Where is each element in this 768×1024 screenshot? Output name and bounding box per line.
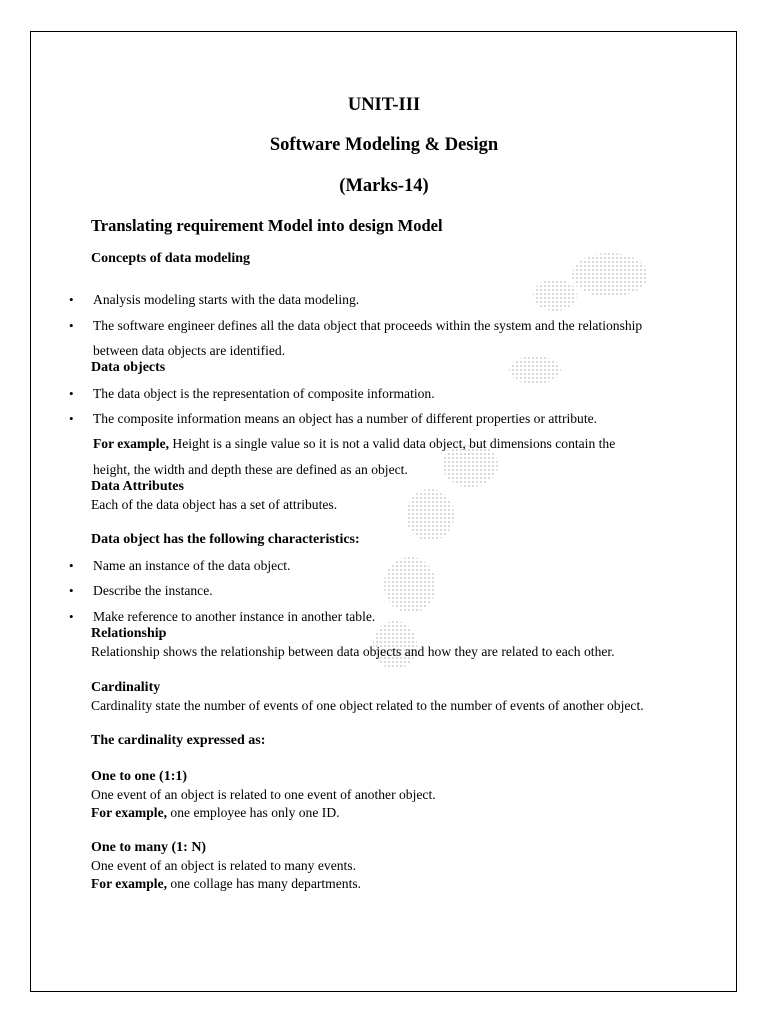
bullet-marker: • [69,411,74,426]
section-title: Translating requirement Model into design Model [91,216,443,235]
data-objects-bullet-2: The composite information means an object has a number of different properties or attribute. [93,411,598,426]
example-label: For example, [91,876,168,891]
example-label: For example, [91,805,168,820]
bullet-marker: • [69,386,74,401]
one-to-one-text: One event of an object is related to one event of another object. [91,787,436,802]
unit-title: UNIT-III [347,95,421,115]
cardinality-expressed: The cardinality expressed as: [91,733,266,748]
bullet-marker: • [69,292,74,307]
example-text: one employee has only one ID. [167,805,340,820]
data-attributes-heading: Data Attributes [91,479,184,494]
data-objects-heading: Data objects [91,360,166,375]
data-attributes-text: Each of the data object has a set of attributes. [91,497,338,512]
concepts-bullet-2: The software engineer defines all the data object that proceeds within the system and the relationship [93,318,643,333]
characteristics-bullet-1: Name an instance of the data object. [93,558,291,573]
concepts-heading: Concepts of data modeling [91,251,251,266]
data-objects-example-cont: height, the width and depth these are defined as an object. [93,462,408,477]
bullet-marker: • [69,609,74,624]
concepts-bullet-1: Analysis modeling starts with the data modeling. [93,292,360,307]
bullet-marker: • [69,583,74,598]
concepts-bullet-2-cont: between data objects are identified. [93,343,286,358]
characteristics-bullet-2: Describe the instance. [93,583,213,598]
cardinality-text: Cardinality state the number of events of one object related to the number of events of another object. [91,698,644,713]
relationship-text: Relationship shows the relationship between data objects and how they are related to each other. [91,644,615,659]
one-to-one-heading: One to one (1:1) [91,769,188,784]
example-label: For example, [93,436,170,451]
one-to-many-example [91,876,361,892]
marks-label: (Marks-14) [339,176,429,196]
characteristics-bullet-3: Make reference to another instance in another table. [93,609,376,624]
relationship-heading: Relationship [91,626,167,641]
cardinality-heading: Cardinality [91,680,161,695]
example-text: one collage has many departments. [167,876,362,891]
data-objects-bullet-1: The data object is the representation of composite information. [93,386,435,401]
subject-title: Software Modeling & Design [269,135,499,155]
example-text: Height is a single value so it is not a valid data object, but dimensions contain the [169,436,616,451]
characteristics-heading: Data object has the following characteristics: [91,532,360,547]
bullet-marker: • [69,318,74,333]
one-to-many-heading: One to many (1: N) [91,840,207,855]
one-to-one-example [91,805,340,821]
bullet-marker: • [69,558,74,573]
one-to-many-text: One event of an object is related to many events. [91,858,356,873]
data-objects-example [93,436,615,452]
